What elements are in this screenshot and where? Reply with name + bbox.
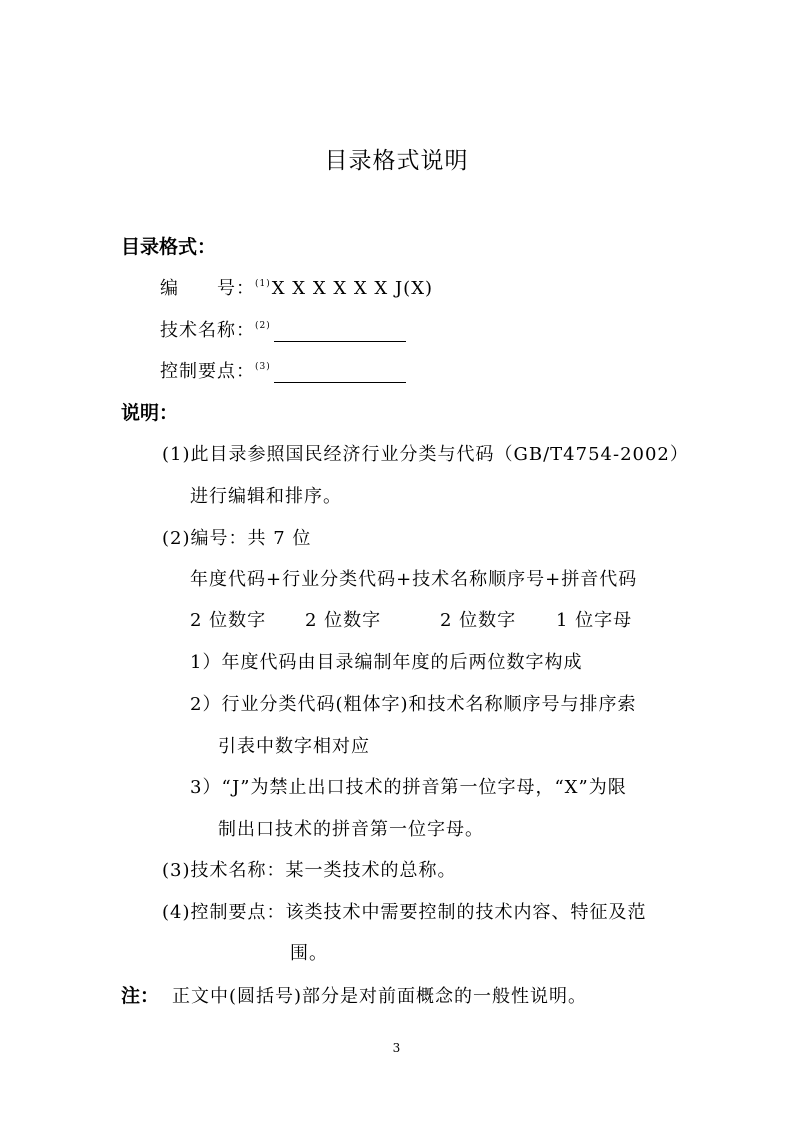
item-2-line-1: (2)编号：共 7 位	[162, 528, 312, 549]
field-number-note: (1)	[255, 279, 271, 289]
digit-desc: 2 位数字	[190, 610, 267, 631]
sub-item-2-line-2: 引表中数字相对应	[218, 736, 370, 757]
field-control-points-blank	[274, 363, 406, 383]
digit-desc: 2 位数字	[440, 610, 517, 631]
sub-item-3-line-2: 制出口技术的拼音第一位字母。	[218, 819, 484, 840]
item-3: (3)技术名称：某一类技术的总称。	[162, 860, 457, 881]
field-control-points-label: 控制要点：	[160, 361, 255, 382]
field-number-value: X X X X X X J(X)	[271, 278, 434, 299]
sub-item-2-line-1: 2）行业分类代码(粗体字)和技术名称顺序号与排序索	[190, 694, 637, 715]
field-tech-name-note: (2)	[255, 321, 271, 331]
sub-item-3-line-1: 3）“J”为禁止出口技术的拼音第一位字母，“X”为限	[190, 777, 627, 798]
field-tech-name	[160, 316, 406, 342]
field-number	[160, 274, 433, 300]
explain-heading: 说明：	[121, 402, 179, 424]
item-2-line-2: 年度代码+行业分类代码+技术名称顺序号+拼音代码	[190, 569, 638, 590]
field-tech-name-label: 技术名称：	[160, 320, 255, 341]
item-4-line-1: (4)控制要点：该类技术中需要控制的技术内容、特征及范	[162, 902, 647, 923]
item-1-line-1: (1)此目录参照国民经济行业分类与代码（GB/T4754-2002）	[162, 444, 689, 465]
page-title: 目录格式说明	[324, 148, 469, 174]
item-1-line-2: 进行编辑和排序。	[190, 486, 342, 507]
format-heading: 目录格式：	[121, 236, 217, 258]
field-control-points-note: (3)	[255, 362, 271, 372]
field-tech-name-blank	[274, 322, 406, 342]
note-text: 正文中(圆括号)部分是对前面概念的一般性说明。	[172, 986, 588, 1007]
page-number: 3	[392, 1041, 401, 1055]
note-label: 注：	[121, 985, 160, 1007]
field-control-points	[160, 357, 406, 383]
digit-desc: 2 位数字	[305, 610, 382, 631]
digit-desc: 1 位字母	[556, 610, 633, 631]
field-number-label: 编 号：	[160, 278, 255, 299]
sub-item-1: 1）年度代码由目录编制年度的后两位数字构成	[190, 652, 583, 673]
item-4-line-2: 围。	[290, 943, 328, 964]
